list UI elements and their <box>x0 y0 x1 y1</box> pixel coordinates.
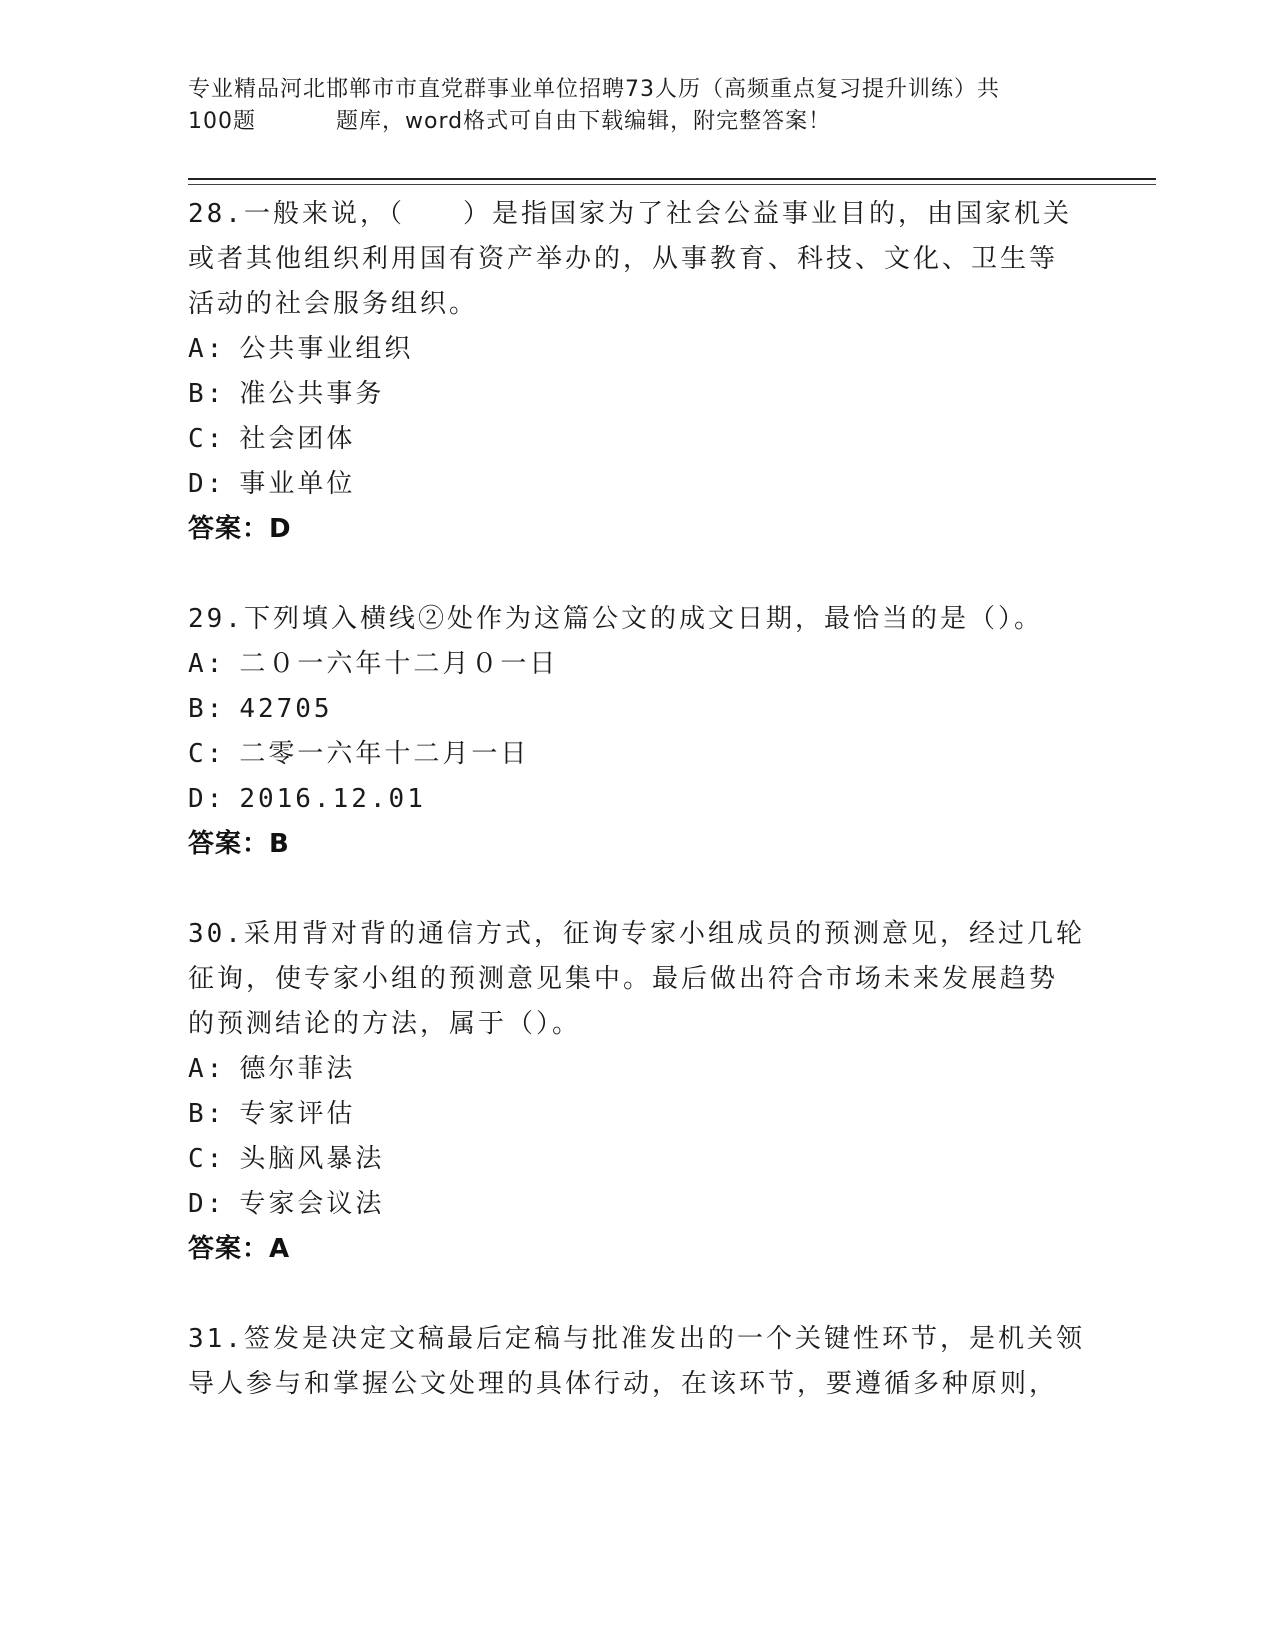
question-text-line: 29.下列填入横线②处作为这篇公文的成文日期，最恰当的是（）。 <box>188 604 1043 634</box>
option-c: C: 二零一六年十二月一日 <box>188 739 530 769</box>
question-list <box>188 192 1088 1407</box>
header-title-line2 <box>188 106 1088 138</box>
document-header <box>188 74 1088 138</box>
question-text <box>188 1317 1088 1407</box>
answer-line: 答案：B <box>188 829 290 859</box>
header-divider-thick <box>188 178 1156 180</box>
question-28 <box>188 192 1088 552</box>
question-29 <box>188 597 1088 867</box>
question-gap <box>188 867 1088 912</box>
answer-line: 答案：D <box>188 514 292 544</box>
question-gap <box>188 1272 1088 1317</box>
question-text-line: 导人参与和掌握公文处理的具体行动，在该环节，要遵循多种原则， <box>188 1369 1059 1399</box>
option-d: D: 专家会议法 <box>188 1189 385 1219</box>
option-b: B: 42705 <box>188 694 333 724</box>
question-text-line: 或者其他组织利用国有资产举办的，从事教育、科技、文化、卫生等 <box>188 244 1059 274</box>
question-text-line: 活动的社会服务组织。 <box>188 289 479 319</box>
question-text-line: 30.采用背对背的通信方式，征询专家小组成员的预测意见，经过几轮 <box>188 919 1085 949</box>
option-a: A: 公共事业组织 <box>188 334 414 364</box>
option-a: A: 德尔菲法 <box>188 1054 356 1084</box>
question-text-line: 的预测结论的方法，属于（）。 <box>188 1009 582 1039</box>
question-30 <box>188 912 1088 1272</box>
option-d: D: 事业单位 <box>188 469 356 499</box>
question-text-line: 31.签发是决定文稿最后定稿与批准发出的一个关键性环节，是机关领 <box>188 1324 1085 1354</box>
header-question-count: 100题 <box>188 109 256 134</box>
question-text-line: 28.一般来说，（ ）是指国家为了社会公益事业目的，由国家机关 <box>188 199 1072 229</box>
header-title-line1: 专业精品河北邯郸市市直党群事业单位招聘73人历（高频重点复习提升训练）共 <box>188 77 1000 102</box>
question-gap <box>188 552 1088 597</box>
option-b: B: 专家评估 <box>188 1099 356 1129</box>
question-text-line: 征询，使专家小组的预测意见集中。最后做出符合市场未来发展趋势 <box>188 964 1059 994</box>
option-c: C: 社会团体 <box>188 424 356 454</box>
option-c: C: 头脑风暴法 <box>188 1144 385 1174</box>
question-31 <box>188 1317 1088 1407</box>
option-b: B: 准公共事务 <box>188 379 385 409</box>
option-d: D: 2016.12.01 <box>188 784 426 814</box>
question-text <box>188 597 1088 642</box>
header-description: 题库，word格式可自由下载编辑，附完整答案！ <box>336 109 832 134</box>
option-a: A: 二０一六年十二月０一日 <box>188 649 559 679</box>
answer-line: 答案：A <box>188 1234 291 1264</box>
question-text <box>188 912 1088 1047</box>
header-divider-thin <box>188 184 1156 185</box>
question-text <box>188 192 1088 327</box>
